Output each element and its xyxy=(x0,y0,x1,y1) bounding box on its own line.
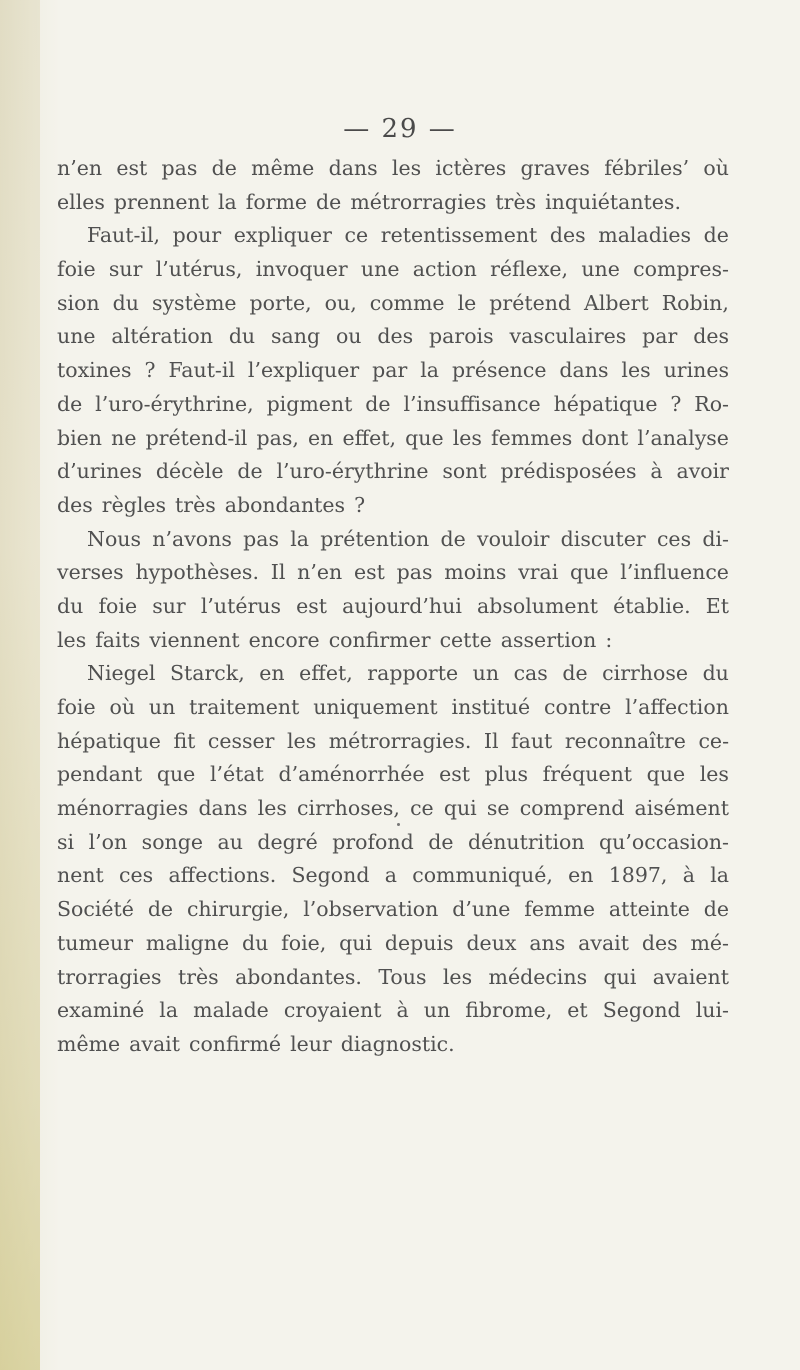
text-line: nent ces affections. Segond a communiqué, en 1897, à la xyxy=(57,863,729,888)
text-line: examiné la malade croyaient à un fibrome, et Segond lui- xyxy=(57,998,729,1023)
text-line: verses hypothèses. Il n’en est pas moins vrai que l’influence xyxy=(57,560,729,585)
text-line: Société de chirurgie, l’observation d’une femme atteinte de xyxy=(57,897,729,922)
text-line: ménorragies dans les cirrhoses, ce qui se comprend aisément xyxy=(57,796,729,821)
text-line: les faits viennent encore confirmer cette assertion : xyxy=(57,627,613,652)
text-line: tumeur maligne du foie, qui depuis deux ans avait des mé- xyxy=(57,930,729,955)
text-line: foie où un traitement uniquement institué contre l’affection xyxy=(57,695,729,719)
text-line: elles prennent la forme de métrorragies très inquiétantes. xyxy=(57,189,681,214)
text-line: du foie sur l’utérus est aujourd’hui absolument établie. Et xyxy=(57,593,729,618)
page-edge-stain xyxy=(0,0,40,1370)
text-line: si l’on songe au degré profond de dénutrition qu’occasion- xyxy=(57,829,729,854)
text-line: pendant que l’état d’aménorrhée est plus fréquent que les xyxy=(57,762,729,787)
text-line: Niegel Starck, en effet, rapporte un cas de cirrhose du xyxy=(87,661,729,686)
text-line: de l’uro-érythrine, pigment de l’insuffisance hépatique ? Ro- xyxy=(57,391,729,416)
text-line: Faut-il, pour expliquer ce retentissement des maladies de xyxy=(87,223,729,248)
text-line: bien ne prétend-il pas, en effet, que les femmes dont l’analyse xyxy=(57,425,729,450)
text-line: d’urines décèle de l’uro-érythrine sont prédisposées à avoir xyxy=(57,459,729,484)
body-text xyxy=(57,152,729,1062)
text-line: hépatique fit cesser les métrorragies. Il faut reconnaître ce- xyxy=(57,728,729,753)
text-line: des règles très abondantes ? xyxy=(57,492,366,517)
text-line: trorragies très abondantes. Tous les médecins qui avaient xyxy=(57,964,729,989)
text-line: n’en est pas de même dans les ictères graves fébriles’ où xyxy=(57,156,729,180)
print-speck xyxy=(397,823,400,826)
text-line: même avait confirmé leur diagnostic. xyxy=(57,1031,455,1056)
page-number: — 29 — xyxy=(343,114,457,144)
text-line: foie sur l’utérus, invoquer une action réflexe, une compres- xyxy=(57,257,729,282)
text-line: Nous n’avons pas la prétention de vouloir discuter ces di- xyxy=(87,526,729,551)
text-line: sion du système porte, ou, comme le prétend Albert Robin, xyxy=(57,290,729,315)
text-line: toxines ? Faut-il l’expliquer par la présence dans les urines xyxy=(57,358,729,383)
text-line: une altération du sang ou des parois vasculaires par des xyxy=(57,324,729,349)
